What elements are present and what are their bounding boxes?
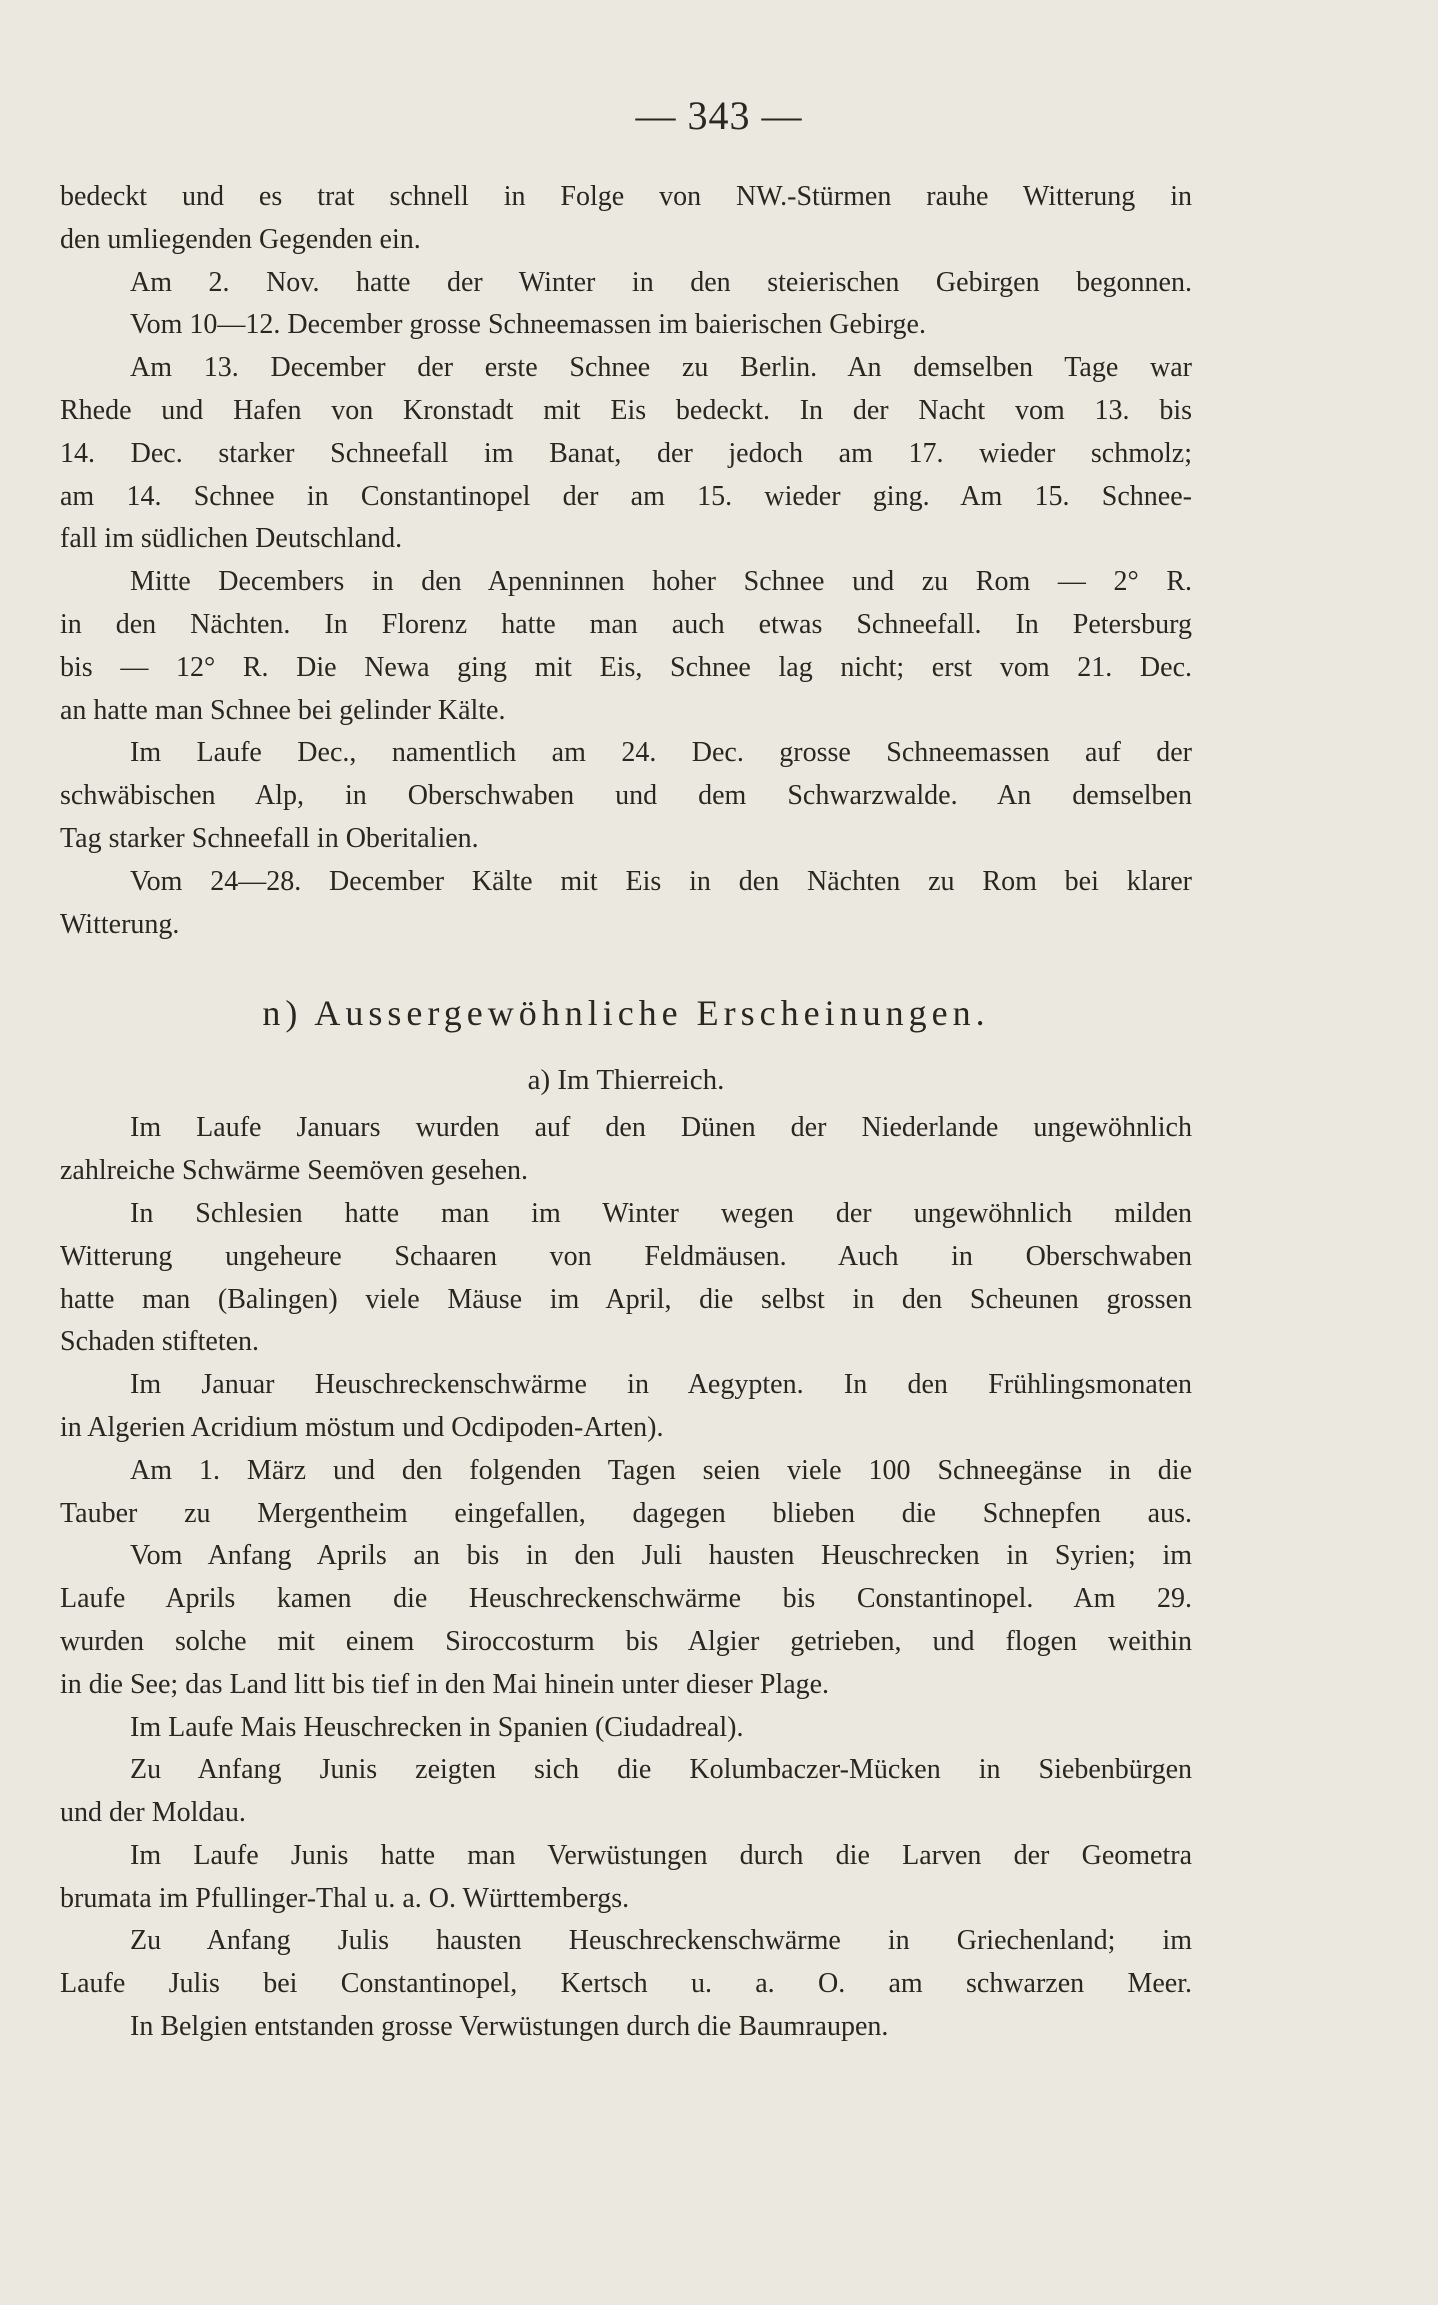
page-number: — 343 — <box>635 93 803 138</box>
text-block <box>60 176 1192 2049</box>
text-line: Witterung ungeheure Schaaren von Feldmäusen. Auch in Oberschwaben <box>60 1240 1192 1272</box>
text-line: Vom 10—12. December grosse Schneemassen im baierischen Gebirge. <box>130 309 926 341</box>
text-line: Am 13. December der erste Schnee zu Berlin. An demselben Tage war <box>130 352 1192 384</box>
text-line: in die See; das Land litt bis tief in den Mai hinein unter dieser Plage. <box>60 1668 830 1700</box>
text-line: zahlreiche Schwärme Seemöven gesehen. <box>60 1155 529 1187</box>
text-line: Vom 24—28. December Kälte mit Eis in den Nächten zu Rom bei klarer <box>130 865 1192 897</box>
text-line: schwäbischen Alp, in Oberschwaben und dem Schwarzwalde. An demselben <box>60 780 1192 812</box>
text-line: hatte man (Balingen) viele Mäuse im April, die selbst in den Scheunen grossen <box>60 1283 1192 1315</box>
text-line: Tag starker Schneefall in Oberitalien. <box>60 822 479 854</box>
text-line: fall im südlichen Deutschland. <box>60 523 403 555</box>
text-line: Im Januar Heuschreckenschwärme in Aegypten. In den Frühlingsmonaten <box>130 1369 1192 1401</box>
text-line: Rhede und Hafen von Kronstadt mit Eis bedeckt. In der Nacht vom 13. bis <box>60 394 1192 426</box>
text-line: In Belgien entstanden grosse Verwüstungen durch die Baumraupen. <box>130 2011 889 2043</box>
text-line: Zu Anfang Julis hausten Heuschreckenschwärme in Griechenland; im <box>130 1925 1192 1957</box>
text-line: am 14. Schnee in Constantinopel der am 15. wieder ging. Am 15. Schnee- <box>60 480 1192 512</box>
text-line: Laufe Julis bei Constantinopel, Kertsch u. a. O. am schwarzen Meer. <box>60 1968 1192 2000</box>
text-line: 14. Dec. starker Schneefall im Banat, der jedoch am 17. wieder schmolz; <box>60 437 1192 469</box>
text-line: Am 1. März und den folgenden Tagen seien viele 100 Schneegänse in die <box>130 1454 1192 1486</box>
text-line: brumata im Pfullinger-Thal u. a. O. Württembergs. <box>60 1882 630 1914</box>
text-line: in Algerien Acridium möstum und Ocdipoden-Arten). <box>60 1411 664 1443</box>
text-line: Im Laufe Januars wurden auf den Dünen der Niederlande ungewöhnlich <box>130 1112 1192 1144</box>
text-line: Im Laufe Mais Heuschrecken in Spanien (Ciudadreal). <box>130 1711 744 1743</box>
text-line: Im Laufe Junis hatte man Verwüstungen durch die Larven der Geometra <box>130 1839 1192 1871</box>
text-line: Schaden stifteten. <box>60 1326 260 1358</box>
text-line: bedeckt und es trat schnell in Folge von NW.-Stürmen rauhe Witterung in <box>60 181 1192 212</box>
section-heading: n) Aussergewöhnliche Erscheinungen. <box>262 993 990 1034</box>
text-line: Vom Anfang Aprils an bis in den Juli hausten Heuschrecken in Syrien; im <box>130 1540 1192 1572</box>
section-subheading: a) Im Thierreich. <box>527 1064 725 1097</box>
text-line: und der Moldau. <box>60 1797 246 1829</box>
text-line: In Schlesien hatte man im Winter wegen der ungewöhnlich milden <box>130 1197 1192 1229</box>
text-line: Tauber zu Mergentheim eingefallen, dagegen blieben die Schnepfen aus. <box>60 1497 1192 1529</box>
text-line: wurden solche mit einem Siroccosturm bis Algier getrieben, und flogen weithin <box>60 1625 1192 1657</box>
text-line: Mitte Decembers in den Apenninnen hoher Schnee und zu Rom — 2° R. <box>130 566 1192 598</box>
text-line: Am 2. Nov. hatte der Winter in den steierischen Gebirgen begonnen. <box>130 266 1192 298</box>
text-line: Im Laufe Dec., namentlich am 24. Dec. grosse Schneemassen auf der <box>130 737 1192 769</box>
text-line: bis — 12° R. Die Newa ging mit Eis, Schnee lag nicht; erst vom 21. Dec. <box>60 651 1192 683</box>
text-line: in den Nächten. In Florenz hatte man auch etwas Schneefall. In Petersburg <box>60 608 1192 640</box>
text-line: Zu Anfang Junis zeigten sich die Kolumbaczer-Mücken in Siebenbürgen <box>130 1754 1192 1786</box>
text-line: den umliegenden Gegenden ein. <box>60 223 421 255</box>
text-line: Laufe Aprils kamen die Heuschreckenschwärme bis Constantinopel. Am 29. <box>60 1583 1192 1615</box>
text-line: an hatte man Schnee bei gelinder Kälte. <box>60 694 506 726</box>
text-line: Witterung. <box>60 908 180 940</box>
